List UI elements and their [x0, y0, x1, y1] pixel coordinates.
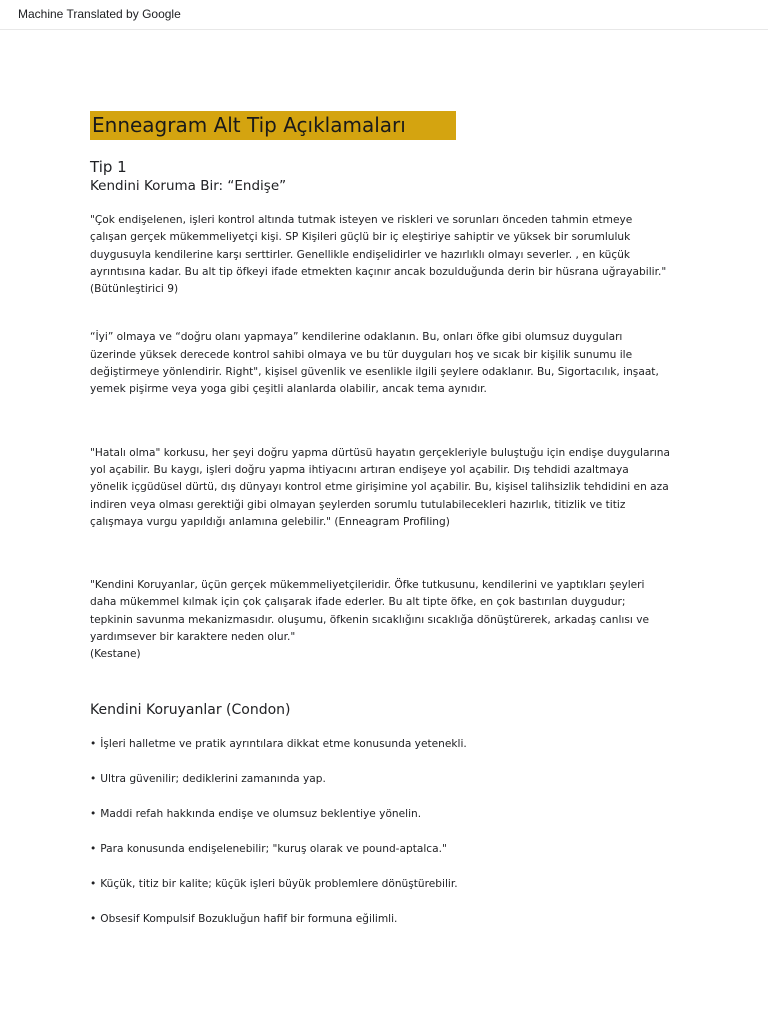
list-item: [90, 911, 670, 928]
paragraph-1: "Çok endişelenen, işleri kontrol altında tutmak isteyen ve riskleri ve sorunları önceden tahmin etmeye çalışan gerçek mükemmeliyetçi kişi. SP Kişileri güçlü bir iç eleştiriye sahiptir ve yüksek bir sorumluluk duygusuyla kendilerine karşı serttirler. Genellikle endişelidirler ve hazırlıklı olmayı severler. , en küçük ayrıntısına kadar. Bu alt tip öfkeyi ifade etmekten kaçınır ancak bozulduğunda derin bir hüsrana uğrayabilir." (Bütünleştirici 9): [90, 214, 667, 296]
bullet-dot: •: [90, 912, 97, 925]
list-item-text: Obsesif Kompulsif Bozukluğun hafif bir formuna eğilimli.: [100, 912, 398, 925]
list-item: [90, 771, 670, 788]
paragraph-3: "Hatalı olma" korkusu, her şeyi doğru yapma dürtüsü hayatın gerçekleriyle buluştuğu için endişe duygularına yol açabilir. Bu kaygı, işleri doğru yapma ihtiyacını artıran endişeye yol açabilir. Dış tehdidi azaltmaya yönelik içgüdüsel dürtü, dış dünyayı kontrol etme girişimine yol açabilir. Bu, kişisel talihsizlik tehdidini en aza indiren veya olması gerektiği gibi olmayan şeylerden sorumlu tutulabilecekleri hazırlık, titizlik ve titiz çalışmaya vurgu yapıldığı anlamına gelebilir." (Enneagram Profiling): [90, 446, 670, 528]
machine-translation-label: Machine Translated by Google: [18, 7, 181, 21]
list-item-text: Küçük, titiz bir kalite; küçük işleri büyük problemlere dönüştürebilir.: [100, 877, 458, 890]
list-item: [90, 736, 670, 753]
list-item-text: İşleri halletme ve pratik ayrıntılara dikkat etme konusunda yetenekli.: [100, 737, 467, 750]
list-item: [90, 876, 670, 893]
subtype-heading: Kendini Koruma Bir: “Endişe”: [90, 178, 287, 194]
bullet-dot: •: [90, 842, 97, 855]
list-item-text: Ultra güvenilir; dediklerini zamanında yap.: [100, 772, 326, 785]
paragraph-4: [90, 577, 670, 663]
paragraph-4-text: "Kendini Koruyanlar, üçün gerçek mükemmeliyetçileridir. Öfke tutkusunu, kendilerini ve yaptıkları şeyleri daha mükemmel kılmak için çok çalışarak ifade ederler. Bu alt tipte öfke, en çok bastırılan duygudur; tepkinin savunma mekanizmasıdır. oluşumu, öfkenin sıcaklığını sıcaklığa dönüştürerek, arkadaş canlısı ve yardımsever bir karaktere neden olur.": [90, 579, 649, 644]
type-heading: Tip 1: [90, 158, 127, 176]
list-item-text: Maddi refah hakkında endişe ve olumsuz beklentiye yönelin.: [100, 807, 422, 820]
bullet-dot: •: [90, 772, 97, 785]
list-item-text: Para konusunda endişelenebilir; "kuruş olarak ve pound-aptalca.": [100, 842, 447, 855]
list-item: [90, 841, 670, 858]
bullet-dot: •: [90, 877, 97, 890]
section-heading: Kendini Koruyanlar (Condon): [90, 701, 291, 718]
list-item: [90, 806, 670, 823]
document-body: [90, 111, 670, 946]
bullet-dot: •: [90, 807, 97, 820]
document-title: Enneagram Alt Tip Açıklamaları: [90, 111, 456, 140]
paragraph-4-source: (Kestane): [90, 648, 141, 661]
paragraph-2: “İyi” olmaya ve “doğru olanı yapmaya” kendilerine odaklanın. Bu, onları öfke gibi olumsuz duyguları üzerinde yüksek derecede kontrol sahibi olmaya ve bu tür duyguları hoş ve sıcak bir kişilik sunumu ile değiştirmeye yönlendirir. Right", kişisel güvenlik ve esenlikle ilgili şeylere odaklanır. Bu, Sigortacılık, inşaat, yemek pişirme veya yoga gibi çeşitli alanlarda olabilir, ancak tema aynıdır.: [90, 331, 659, 396]
machine-translation-banner: [0, 0, 768, 30]
bullet-dot: •: [90, 737, 97, 750]
bullet-list: [90, 736, 670, 928]
